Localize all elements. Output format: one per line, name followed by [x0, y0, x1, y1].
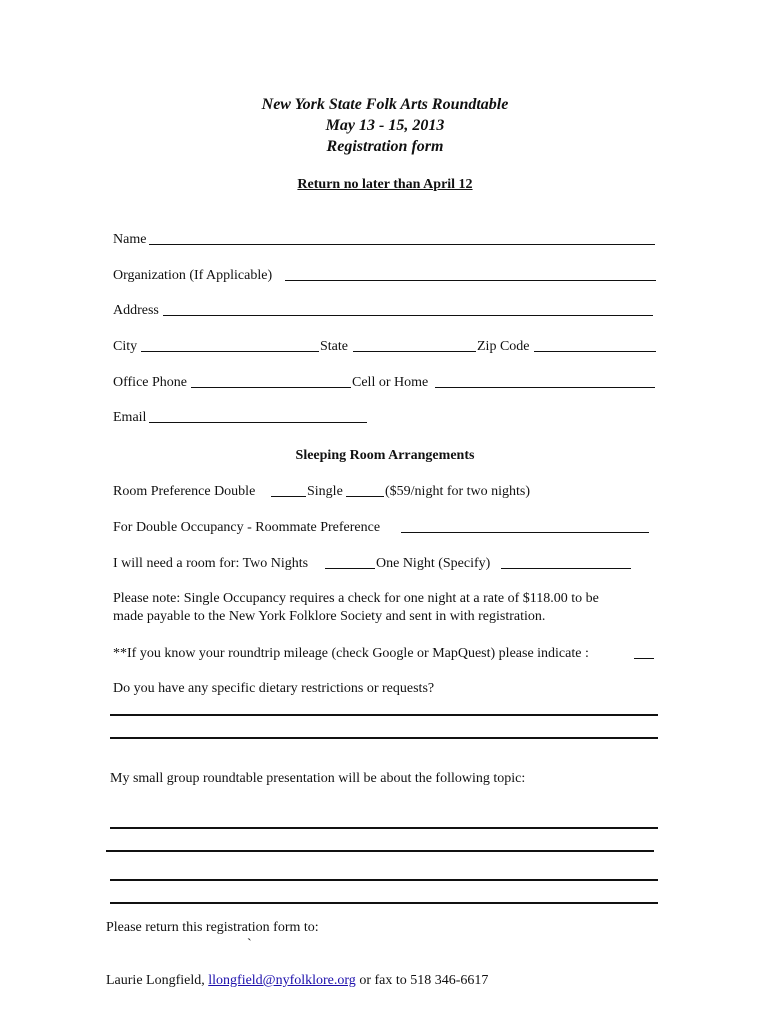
zip-field-line[interactable] [534, 351, 656, 352]
email-label: Email [113, 410, 147, 425]
city-field-line[interactable] [141, 351, 319, 352]
return-deadline-text: Return no later than April 12 [297, 177, 473, 192]
room-nights-row [113, 554, 658, 574]
contact-line [106, 971, 488, 991]
organization-field-line[interactable] [285, 280, 656, 281]
address-label: Address [113, 303, 159, 318]
presentation-answer-line-4[interactable] [110, 902, 658, 904]
cell-home-label: Cell or Home [352, 375, 429, 390]
presentation-answer-line-1[interactable] [110, 827, 658, 829]
name-row [113, 230, 658, 250]
roommate-field-line[interactable] [401, 532, 649, 533]
contact-email-link[interactable]: llongfield@nyfolklore.org [208, 973, 356, 988]
two-nights-label: I will need a room for: Two Nights [113, 556, 309, 571]
mileage-row [113, 644, 658, 664]
stray-mark: ` [247, 937, 252, 952]
email-field-line[interactable] [149, 422, 367, 423]
zip-label: Zip Code [477, 339, 530, 354]
dietary-label: Do you have any specific dietary restrictions or requests? [113, 681, 435, 696]
form-title: New York State Folk Arts Roundtable [261, 96, 509, 113]
two-nights-field-line[interactable] [325, 568, 375, 569]
state-field-line[interactable] [353, 351, 476, 352]
presentation-answer-line-3[interactable] [110, 879, 658, 881]
single-occupancy-note-1: Please note: Single Occupancy requires a check for one night at a rate of $118.00 to be [113, 591, 599, 606]
room-preference-label: Room Preference Double [113, 484, 256, 499]
return-deadline [0, 177, 770, 193]
mileage-label: **If you know your roundtrip mileage (check Google or MapQuest) please indicate : [113, 646, 589, 661]
form-subtitle: Registration form [326, 138, 444, 155]
city-label: City [113, 339, 138, 354]
office-phone-label: Office Phone [113, 375, 187, 390]
contact-name: Laurie Longfield, [106, 973, 205, 988]
organization-row [113, 266, 658, 286]
single-field-line[interactable] [346, 496, 384, 497]
return-instructions: Please return this registration form to: [106, 920, 319, 935]
one-night-label: One Night (Specify) [376, 556, 491, 571]
single-occupancy-note-2: made payable to the New York Folklore Society and sent in with registration. [113, 609, 546, 624]
dietary-answer-line-2[interactable] [110, 737, 658, 739]
dietary-answer-line-1[interactable] [110, 714, 658, 716]
one-night-field-line[interactable] [501, 568, 631, 569]
mileage-field-line[interactable] [634, 658, 654, 659]
address-field-line[interactable] [163, 315, 653, 316]
double-field-line[interactable] [271, 496, 306, 497]
email-row [113, 408, 658, 428]
office-phone-field-line[interactable] [191, 387, 351, 388]
name-field-line[interactable] [149, 244, 655, 245]
sleeping-heading: Sleeping Room Arrangements [295, 448, 475, 463]
event-dates: May 13 - 15, 2013 [325, 117, 445, 134]
presentation-answer-line-2[interactable] [106, 850, 654, 852]
price-note: ($59/night for two nights) [385, 484, 531, 499]
contact-fax: or fax to 518 346-6617 [359, 973, 489, 988]
address-row [113, 301, 658, 321]
city-state-zip-row [113, 337, 658, 357]
phone-row [113, 373, 658, 393]
state-label: State [320, 339, 348, 354]
presentation-label: My small group roundtable presentation will be about the following topic: [110, 771, 526, 786]
room-preference-row [113, 482, 658, 502]
name-label: Name [113, 232, 147, 247]
single-label: Single [307, 484, 343, 499]
organization-label: Organization (If Applicable) [113, 268, 273, 283]
roommate-label: For Double Occupancy - Roommate Preference [113, 520, 381, 535]
roommate-row [113, 518, 658, 538]
cell-home-field-line[interactable] [435, 387, 655, 388]
